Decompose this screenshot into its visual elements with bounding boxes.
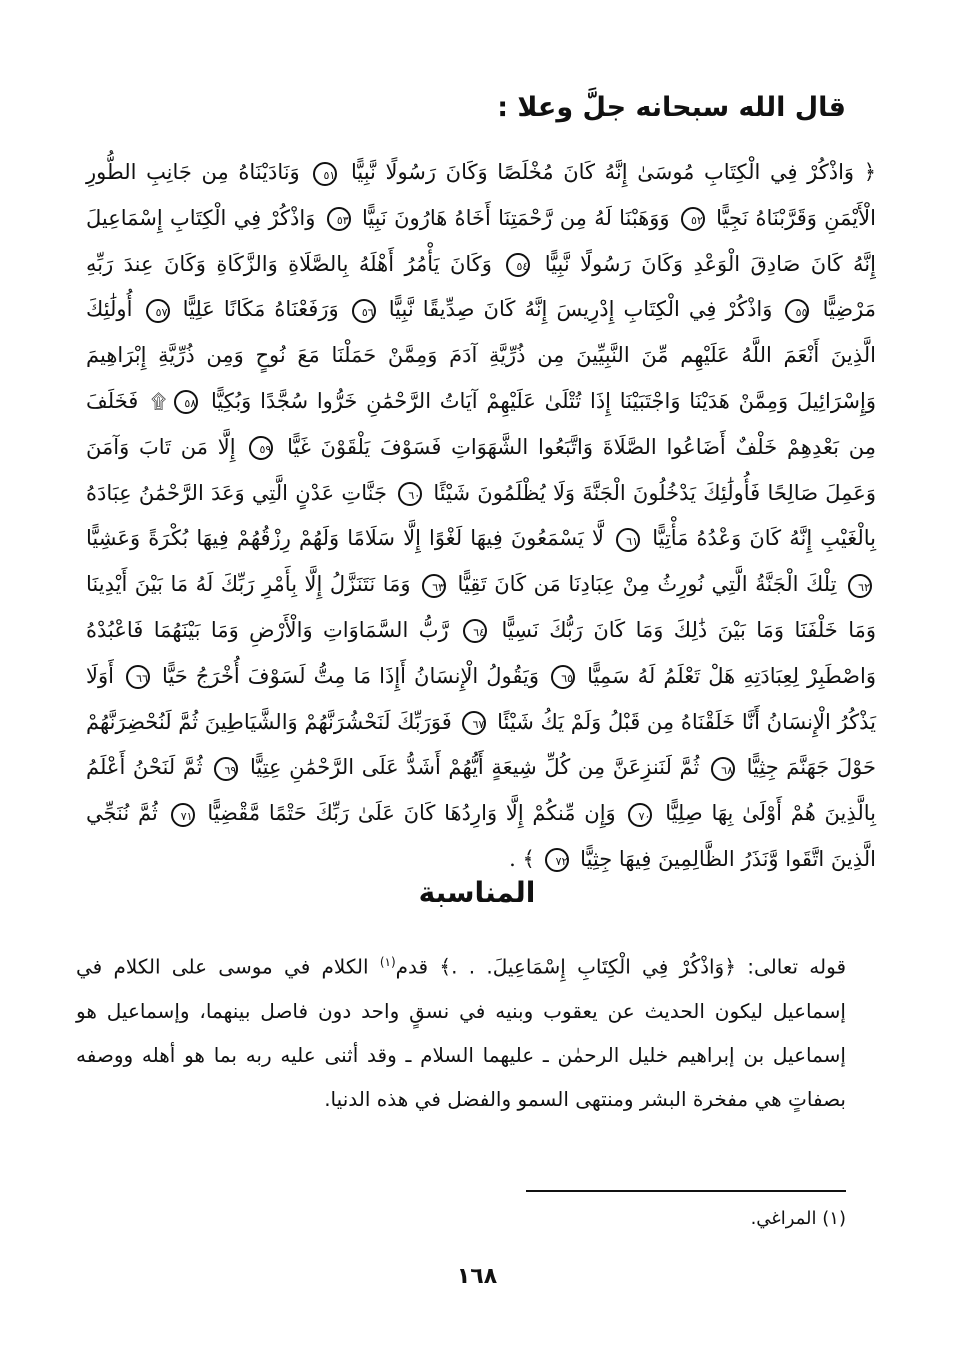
verse-number-marker: ٧٠ (628, 803, 652, 827)
footnote-reference: (١) (379, 955, 396, 969)
verse-number-marker: ٥٧ (146, 299, 170, 323)
verse-number-marker: ٦٠ (398, 482, 422, 506)
verse-number-marker: ٦٩ (214, 757, 238, 781)
verse-text: وَيَقُولُ الْإِنسَانُ أَإِذَا مَا مِتُّ لَسَوْفَ أُخْرَجُ حَيًّا (162, 663, 540, 688)
verse-text: جَنَّاتِ عَدْنٍ الَّتِي وَعَدَ الرَّحْمَٰنُ عِبَادَهُ بِالْغَيْبِ إِنَّهُ كَانَ وَعْدُهُ مَأْتِيًّا (86, 480, 876, 551)
verse-number-marker: ٧٢ (545, 848, 569, 872)
commentary-ref-word: قدم (395, 954, 429, 979)
verse-text: وَاذْكُرْ فِي الْكِتَابِ مُوسَىٰ إِنَّهُ كَانَ مُخْلَصًا وَكَانَ رَسُولًا نَّبِيًّا (350, 160, 855, 184)
verse-text: رَّبُّ السَّمَاوَاتِ وَالْأَرْضِ وَمَا بَيْنَهُمَا فَاعْبُدْهُ وَاصْطَبِرْ لِعِبَادَتِهِ هَلْ تَعْلَمُ لَهُ سَمِيًّا (86, 617, 876, 688)
open-bracket: ﴿ (863, 160, 876, 184)
commentary-quote: ﴿وَاذْكُرْ فِي الْكِتَابِ إِسْمَاعِيلَ. . .﴾ (439, 954, 736, 979)
verse-number-marker: ٦٢ (848, 574, 872, 598)
verse-number-marker: ٦٥ (551, 665, 575, 689)
footnote-divider (526, 1190, 846, 1192)
verse-number-marker: ٧١ (171, 803, 195, 827)
verse-text: أَوَلَا يَذْكُرُ الْإِنسَانُ أَنَّا خَلَقْنَاهُ مِن قَبْلُ وَلَمْ يَكُ شَيْئًا (86, 663, 876, 734)
verse-text: ثُمَّ لَنَحْنُ أَعْلَمُ بِالَّذِينَ هُمْ أَوْلَىٰ بِهَا صِلِيًّا (86, 755, 876, 826)
quran-passage (86, 150, 876, 883)
verse-number-marker: ٥٣ (327, 207, 351, 231)
verse-number-marker: ٥١ (313, 162, 337, 186)
commentary-lead: قوله تعالى: (747, 954, 847, 979)
verse-number-marker: ٦٤ (463, 619, 487, 643)
verse-number-marker: ٥٦ (352, 299, 376, 323)
verse-number-marker: ٥٨ (174, 390, 198, 414)
verse-text: وَكَانَ يَأْمُرُ أَهْلَهُ بِالصَّلَاةِ وَالزَّكَاةِ وَكَانَ عِندَ رَبِّهِ مَرْضِيًّا (86, 251, 876, 322)
verse-number-marker: ٦٦ (126, 665, 150, 689)
verse-text: وَنَادَيْنَاهُ مِن جَانِبِ الطُّورِ الْأَيْمَنِ وَقَرَّبْنَاهُ نَجِيًّا (86, 160, 876, 230)
verse-text: وَوَهَبْنَا لَهُ مِن رَّحْمَتِنَا أَخَاهُ هَارُونَ نَبِيًّا (361, 205, 670, 230)
verse-text: فَخَلَفَ مِن بَعْدِهِمْ خَلْفٌ أَضَاعُوا الصَّلَاةَ وَاتَّبَعُوا الشَّهَوَاتِ فَسَوْفَ يَلْقَوْنَ غَيًّا (86, 388, 876, 459)
verse-text: وَمَا نَتَنَزَّلُ إِلَّا بِأَمْرِ رَبِّكَ لَهُ مَا بَيْنَ أَيْدِينَا وَمَا خَلْفَنَا وَمَا بَيْنَ ذَٰلِكَ وَمَا كَانَ رَبُّكَ نَسِيًّا (86, 572, 876, 642)
verse-number-marker: ٥٥ (785, 299, 809, 323)
verse-text: أُولَٰئِكَ الَّذِينَ أَنْعَمَ اللَّهُ عَلَيْهِم مِّنَ النَّبِيِّينَ مِن ذُرِّيَّةِ آدَمَ وَمِمَّنْ حَمَلْنَا مَعَ نُوحٍ وَمِن ذُرِّيَّةِ إِبْرَاهِيمَ وَإِسْرَائِيلَ وَمِمَّنْ هَدَيْنَا وَاجْتَبَيْنَا إِذَا تُتْلَىٰ عَلَيْهِمْ آيَاتُ الرَّحْمَٰنِ خَرُّوا سُجَّدًا وَبُكِيًّا (86, 297, 876, 413)
page-number: ١٦٨ (456, 1264, 498, 1289)
verse-text: ثُمَّ لَنَنزِعَنَّ مِن كُلِّ شِيعَةٍ أَيُّهُمْ أَشَدُّ عَلَى الرَّحْمَٰنِ عِتِيًّا (249, 755, 700, 780)
verse-text: لَّا يَسْمَعُونَ فِيهَا لَغْوًا إِلَّا سَلَامًا وَلَهُمْ رِزْقُهُمْ فِيهَا بُكْرَةً وَعَشِيًّا (86, 526, 605, 551)
verse-number-marker: ٦٨ (711, 757, 735, 781)
verse-number-marker: ٥٩ (249, 436, 273, 460)
verse-text: فَوَرَبِّكَ لَنَحْشُرَنَّهُمْ وَالشَّيَاطِينَ ثُمَّ لَنُحْضِرَنَّهُمْ حَوْلَ جَهَنَّمَ جِثِيًّا (86, 709, 876, 780)
commentary-text: الكلام في موسى على الكلام في إسماعيل ليكون الحديث عن يعقوب وبنيه في نسقٍ واحد دون فاصل بينهما، وإسماعيل هو إسماعيل بن إبراهيم خليل الرحمٰن ـ عليهما السلام ـ وقد أثنى عليه ربه بما هو أهله ووصفه بصفاتٍ هي مفخرة البشر ومنتهى السمو والفضل في هذه الدنيا. (76, 954, 846, 1111)
verse-text: وَاذْكُرْ فِي الْكِتَابِ إِسْمَاعِيلَ إِنَّهُ كَانَ صَادِقَ الْوَعْدِ وَكَانَ رَسُولًا نَّبِيًّا (86, 205, 876, 276)
footnote: (١) المراغي. (750, 1208, 846, 1229)
sajdah-icon: ۩ (151, 388, 167, 413)
verse-number-marker: ٦٧ (462, 711, 486, 735)
verse-text: إِلَّا مَن تَابَ وَآمَنَ وَعَمِلَ صَالِحًا فَأُولَٰئِكَ يَدْخُلُونَ الْجَنَّةَ وَلَا يُظْلَمُونَ شَيْئًا (86, 434, 876, 505)
verse-text: وَإِن مِّنكُمْ إِلَّا وَارِدُهَا كَانَ عَلَىٰ رَبِّكَ حَتْمًا مَّقْضِيًّا (207, 801, 616, 826)
verse-text: وَرَفَعْنَاهُ مَكَانًا عَلِيًّا (182, 297, 339, 322)
verse-text: ثُمَّ نُنَجِّي الَّذِينَ اتَّقَوا وَّنَذَرُ الظَّالِمِينَ فِيهَا جِثِيًّا (86, 801, 876, 871)
verse-text: وَاذْكُرْ فِي الْكِتَابِ إِدْرِيسَ إِنَّهُ كَانَ صِدِّيقًا نَّبِيًّا (388, 297, 773, 322)
verse-number-marker: ٦٣ (422, 574, 446, 598)
verse-number-marker: ٥٢ (681, 207, 705, 231)
commentary-paragraph (76, 940, 846, 1121)
section-title: المناسبة (418, 876, 536, 909)
verse-number-marker: ٦١ (616, 528, 640, 552)
verse-number-marker: ٥٤ (506, 253, 530, 277)
verse-text: تِلْكَ الْجَنَّةُ الَّتِي نُورِثُ مِنْ عِبَادِنَا مَن كَانَ تَقِيًّا (457, 572, 837, 597)
close-bracket: ﴾ . (509, 846, 535, 871)
intro-heading: قال الله سبحانه جلَّ وعلا : (497, 92, 846, 123)
